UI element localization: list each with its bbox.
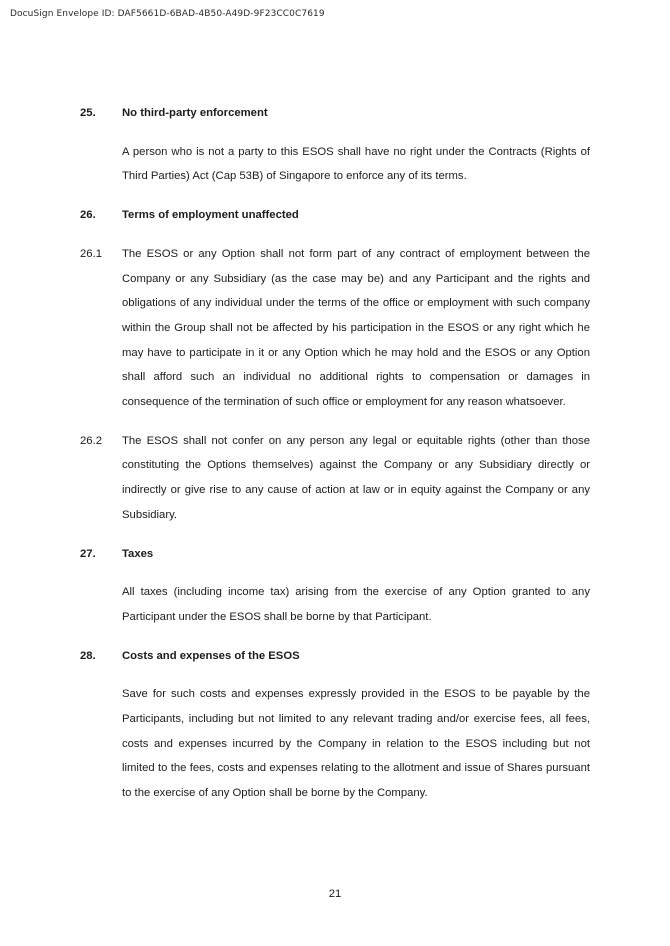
paragraph-text: A person who is not a party to this ESOS shall have no right under the Contracts (Rights of Third Parties) Act (Cap 53B) of Singapore to enforce any of its terms. (122, 145, 590, 183)
section-title: No third-party enforcement (122, 107, 268, 119)
document-body (80, 101, 590, 820)
paragraph-text: The ESOS or any Option shall not form part of any contract of employment between the Company or any Subsidiary (as the case may be) and any Participant and the rights and obligations of any individual under the terms of the office or employment with such company within the Group shall not be affected by his participation in the ESOS or any right which he may have to participate in it or any Option which he may hold and the ESOS or any Option shall afford such an individual no additional rights to compensation or damages in consequence of the termination of such office or employment for any reason whatsoever. (122, 247, 590, 409)
paragraph (80, 242, 590, 415)
paragraph (80, 140, 590, 189)
section-heading-28 (80, 644, 590, 669)
paragraph-text: The ESOS shall not confer on any person any legal or equitable rights (other than those constituting the Options themselves) against the Company or any Subsidiary directly or indirectly or give rise to any cause of action at law or in equity against the Company or any Subsidiary. (122, 434, 590, 521)
docusign-envelope-id: DocuSign Envelope ID: DAF5661D-6BAD-4B50-A49D-9F23CC0C7619 (10, 9, 325, 19)
paragraph-text: All taxes (including income tax) arising from the exercise of any Option granted to any Participant under the ESOS shall be borne by that Participant. (122, 586, 590, 623)
section-title: Terms of employment unaffected (122, 209, 299, 222)
section-number: 26. (80, 209, 96, 222)
section-number: 28. (80, 649, 96, 662)
section-number: 25. (80, 107, 96, 119)
section-heading-26 (80, 203, 590, 228)
paragraph-number: 26.2 (80, 434, 102, 447)
paragraph-text: Save for such costs and expenses expressly provided in the ESOS to be payable by the Participants, including but not limited to any relevant trading and/or exercise fees, all fees, costs and expenses incurred by the Company in relation to the ESOS including but not limited to the fees, costs and expenses relating to the allotment and issue of Shares pursuant to the exercise of any Option shall be borne by the Company. (122, 688, 590, 800)
section-number: 27. (80, 547, 96, 560)
section-heading-25 (80, 101, 590, 126)
paragraph-number: 26.1 (80, 247, 102, 260)
section-title: Taxes (122, 547, 154, 560)
page-number: 21 (328, 888, 342, 900)
section-heading-27 (80, 542, 590, 567)
paragraph (80, 580, 590, 629)
section-title: Costs and expenses of the ESOS (122, 649, 300, 662)
paragraph (80, 682, 590, 806)
paragraph (80, 429, 590, 528)
